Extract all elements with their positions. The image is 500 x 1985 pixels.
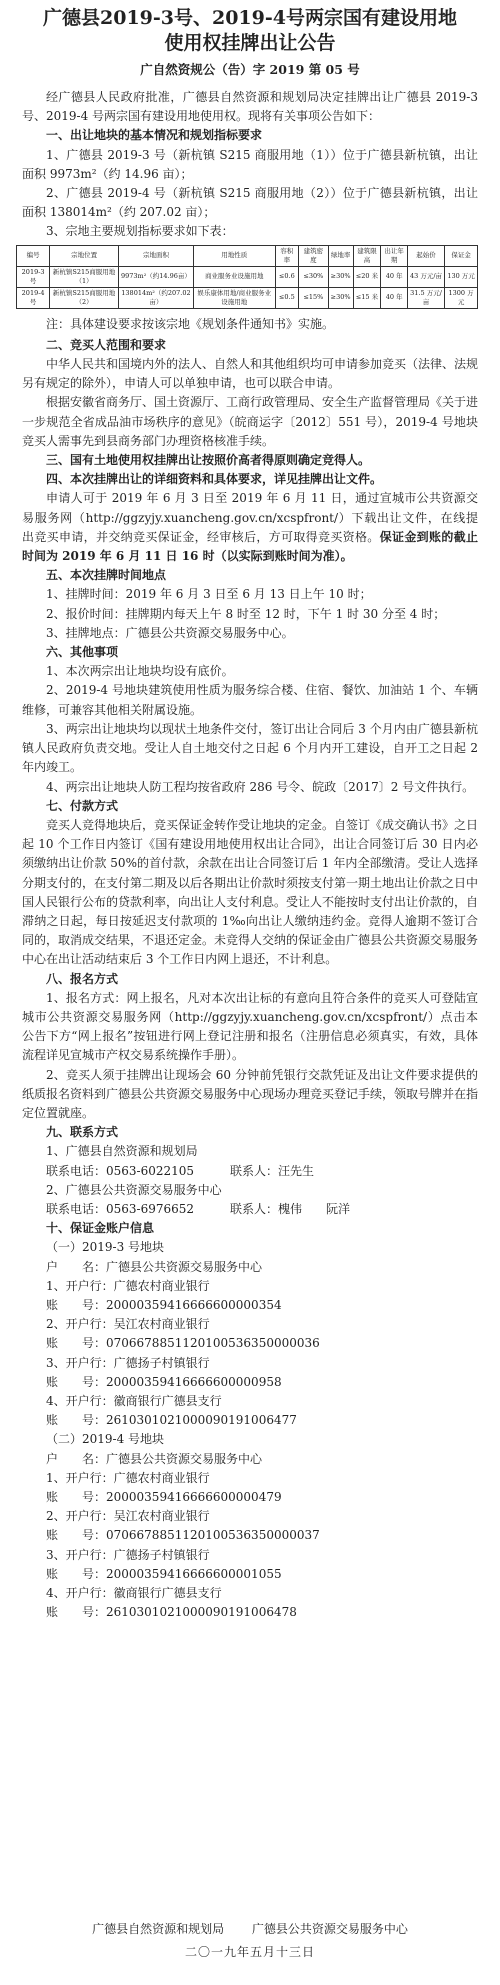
page-title: [22, 6, 478, 56]
account-number: 账 号：20000359416666600000479: [46, 1490, 282, 1505]
title-line-1: 广德县2019-3号、2019-4号两宗国有建设用地: [43, 7, 457, 29]
table-header-cell: 用地性质: [193, 245, 275, 266]
table-cell: 2019-3 号: [17, 266, 50, 287]
table-header-cell: 宗地位置: [50, 245, 119, 266]
issuer-1: 广德县自然资源和规划局: [92, 1922, 225, 1936]
table-cell: 40 年: [381, 266, 408, 287]
table-header-cell: 宗地面积: [118, 245, 193, 266]
table-cell: 138014m²（约207.02亩）: [118, 287, 193, 308]
issuer-2: 广德县公共资源交易服务中心: [251, 1922, 408, 1936]
table-header-cell: 建筑密度: [299, 245, 328, 266]
account-number: 账 号：20000359416666600000354: [46, 1297, 282, 1312]
contact-org-1: 1、广德县自然资源和规划局: [46, 1144, 198, 1159]
table-cell: ≤30%: [299, 266, 328, 287]
bank-name: 1、开户行：广德农村商业银行: [46, 1278, 210, 1293]
table-cell: 130 万元: [445, 266, 478, 287]
table-cell: ≤20 米: [353, 266, 381, 287]
section-4-title: 四、本次挂牌出让的详细资料和具体要求，详见挂牌出让文件。: [46, 472, 383, 487]
table-header-cell: 保证金: [445, 245, 478, 266]
table-cell: 2019-4 号: [17, 287, 50, 308]
account-number: 账 号：0706678851120100536350000036: [46, 1336, 320, 1351]
section-2-title: 二、竞买人范围和要求: [46, 337, 167, 352]
bank-name: 4、开户行：徽商银行广德县支行: [46, 1586, 222, 1601]
section-1-item-1: 1、广德县 2019-3 号（新杭镇 S215 商服用地（1））位于广德县新杭镇，出让面积 9973m²（约 14.96 亩）；: [22, 147, 478, 181]
table-header-cell: 建筑限高: [353, 245, 381, 266]
table-header-cell: 出让年期: [381, 245, 408, 266]
table-row: [17, 287, 478, 308]
account-group-a-title: （一）2019-3 号地块: [46, 1240, 165, 1255]
section-6-item-2: 2、2019-4 号地块建筑使用性质为服务综合楼、住宿、餐饮、加油站 1 个、车辆维修，可兼容其他相关附属设施。: [22, 683, 478, 717]
table-cell: ≥30%: [328, 287, 353, 308]
bank-name: 4、开户行：徽商银行广德县支行: [46, 1394, 222, 1408]
table-cell: 9973m²（约14.96亩）: [118, 266, 193, 287]
contact-org-2: 2、广德县公共资源交易服务中心: [46, 1182, 222, 1197]
contact-phone-1: 联系电话：0563-6022105 联系人：汪先生: [46, 1163, 315, 1178]
parcel-indicator-table: [16, 245, 478, 309]
table-header-row: [17, 245, 478, 266]
section-6-title: 六、其他事项: [46, 645, 119, 660]
deposit-deadline-text: 保证金到账的截止时间为 2019 年 6 月 11 日 16 时（以实际到账时间为准）。: [22, 529, 478, 564]
table-header-cell: 起始价: [407, 245, 444, 266]
intro-paragraph: 经广德县人民政府批准，广德县自然资源和规划局决定挂牌出让广德县 2019-3 号、2019-4 号两宗国有建设用地使用权。现将有关事项公告如下：: [22, 90, 478, 124]
table-cell: ≤15%: [299, 287, 328, 308]
bank-name: 3、开户行：广德扬子村镇银行: [46, 1355, 210, 1370]
table-cell: ≥30%: [328, 266, 353, 287]
table-cell: 43 万元/亩: [407, 266, 444, 287]
section-7-paragraph: 竞买人竞得地块后，竞买保证金转作受让地块的定金。自签订《成交确认书》之日起 10 个工作日内签订《国有建设用地使用权出让合同》，出让合同签订后 30 日内必须缴纳出让价款 50%的首付款，余款在出让合同签订后 1 年内全部缴清。受让人选择分期支付的，在支付第二期及以后各期出让价款时须按支付第一期土地出让价款之日中国人民银行公布的贷款利率，向出让人支付利息。受让人不能按时支付出让价款的，自滞纳之日起，每日按延迟支付款项的 1‰向出让人缴纳违约金。竞得人逾期不签订合同的，取消成交结果，不退还定金。未竞得人交纳的保证金由广德县公共资源交易服务中心在出让活动结束后 3 个工作日内网上退还，不计利息。: [22, 817, 479, 967]
section-7-title: 七、付款方式: [46, 798, 119, 813]
section-6-item-3: 3、两宗出让地块均以现状土地条件交付，签订出让合同后 3 个月内由广德县新杭镇人民政府负责交地。受让人自土地交付之日起 6 个月内开工建设，自开工之日起 2 年内竣工。: [22, 721, 478, 775]
account-number: 账 号：0706678851120100536350000037: [46, 1528, 320, 1543]
document-number: 广自然资规公（告）字 2019 第 05 号: [140, 62, 360, 77]
section-5-title: 五、本次挂牌时间地点: [46, 568, 167, 583]
table-row: [17, 266, 478, 287]
table-cell: ≤15 米: [353, 287, 381, 308]
section-10-title: 十、保证金账户信息: [46, 1221, 155, 1236]
table-header-cell: 绿地率: [328, 245, 353, 266]
table-cell: 商业服务业设施用地: [193, 266, 275, 287]
section-2-paragraph-2: 根据安徽省商务厅、国土资源厅、工商行政管理局、安全生产监督管理局《关于进一步规范全省成品油市场秩序的意见》（皖商运字〔2012〕551 号），2019-4 号地块竞买人需事先到县商务部门办理资格核准手续。: [22, 395, 479, 448]
bank-name: 2、开户行：吴江农村商业银行: [46, 1509, 210, 1524]
table-cell: 新杭镇S215商服用地（2）: [50, 287, 119, 308]
table-header-cell: 容积率: [275, 245, 299, 266]
contact-phone-2: 联系电话：0563-6976652 联系人：槐伟 阮洋: [46, 1201, 351, 1216]
section-8-item-2: 2、竞买人须于挂牌出让现场会 60 分钟前凭银行交款凭证及出让文件要求提供的纸质报名资料到广德县公共资源交易服务中心现场办理竞买登记手续，领取号牌并在指定位置就座。: [22, 1067, 479, 1120]
table-cell: 新杭镇S215商服用地（1）: [50, 266, 119, 287]
section-1-title: 一、出让地块的基本情况和规划指标要求: [46, 128, 263, 143]
issuing-organizations: [0, 1920, 500, 1937]
account-number: 账 号：2610301021000090191006477: [46, 1413, 297, 1428]
section-9-title: 九、联系方式: [46, 1125, 119, 1140]
section-6-item-1: 1、本次两宗出让地块均设有底价。: [46, 664, 234, 679]
table-note: 注：具体建设要求按该宗地《规划条件通知书》实施。: [46, 316, 335, 331]
section-2-paragraph-1: 中华人民共和国境内外的法人、自然人和其他组织均可申请参加竞买（法律、法规另有规定的除外），申请人可以单独申请，也可以联合申请。: [22, 357, 479, 391]
account-number: 账 号：2610301021000090191006478: [46, 1605, 297, 1620]
section-4-text: 申请人可于 2019 年 6 月 3 日至 2019 年 6 月 11 日，通过宣城市公共资源交易服务网（http://ggzyjy.xuancheng.gov.cn/xcspfront/）下载出让文件，在线提出竞买申请，并交纳竞买保证金，经审核后，方可取得竞买资格。: [22, 491, 478, 544]
table-cell: 娱乐康体用地/商业服务业设施用地: [193, 287, 275, 308]
section-5-item-2: 2、报价时间：挂牌期内每天上午 8 时至 12 时，下午 1 时 30 分至 4 时；: [46, 606, 446, 621]
section-6-item-4: 4、两宗出让地块人防工程均按省政府 286 号令、皖政〔2017〕2 号文件执行。: [46, 779, 475, 794]
section-1-item-3: 3、宗地主要规划指标要求如下表：: [46, 224, 234, 239]
account-number: 账 号：20000359416666600000958: [46, 1374, 282, 1389]
account-number: 账 号：20000359416666600001055: [46, 1566, 282, 1581]
account-holder: 户 名：广德县公共资源交易服务中心: [46, 1259, 263, 1274]
section-5-item-1: 1、挂牌时间：2019 年 6 月 3 日至 6 月 13 日上午 10 时；: [46, 587, 372, 602]
bank-name: 2、开户行：吴江农村商业银行: [46, 1317, 210, 1332]
section-1-item-2: 2、广德县 2019-4 号（新杭镇 S215 商服用地（2））位于广德县新杭镇，出让面积 138014m²（约 207.02 亩）；: [22, 186, 478, 220]
table-cell: 31.5 万元/亩: [407, 287, 444, 308]
title-line-2: 使用权挂牌出让公告: [164, 32, 336, 54]
issue-date: 二〇一九年五月十三日: [184, 1945, 315, 1959]
table-cell: 1300 万元: [445, 287, 478, 308]
section-8-item-1: 1、报名方式：网上报名，凡对本次出让标的有意向且符合条件的竞买人可登陆宣城市公共资源交易服务网（http://ggzyjy.xuancheng.gov.cn/xcspfront/）点击本公告下方“网上报名”按钮进行网上登记注册和报名（注册信息必须真实，有效，具体流程详见宣城市产权交易系统操作手册）。: [22, 990, 478, 1063]
section-5-item-3: 3、挂牌地点：广德县公共资源交易服务中心。: [46, 625, 294, 640]
section-4-paragraph: [22, 489, 478, 566]
account-group-b-title: （二）2019-4 号地块: [46, 1432, 165, 1447]
table-cell: ≤0.6: [275, 266, 299, 287]
section-3-title: 三、国有土地使用权挂牌出让按照价高者得原则确定竞得人。: [46, 453, 371, 468]
account-holder: 户 名：广德县公共资源交易服务中心: [46, 1451, 263, 1466]
table-cell: ≤0.5: [275, 287, 299, 308]
table-header-cell: 编号: [17, 245, 50, 266]
table-cell: 40 年: [381, 287, 408, 308]
section-8-title: 八、报名方式: [46, 971, 119, 986]
bank-name: 1、开户行：广德农村商业银行: [46, 1470, 210, 1485]
bank-name: 3、开户行：广德扬子村镇银行: [46, 1547, 210, 1562]
